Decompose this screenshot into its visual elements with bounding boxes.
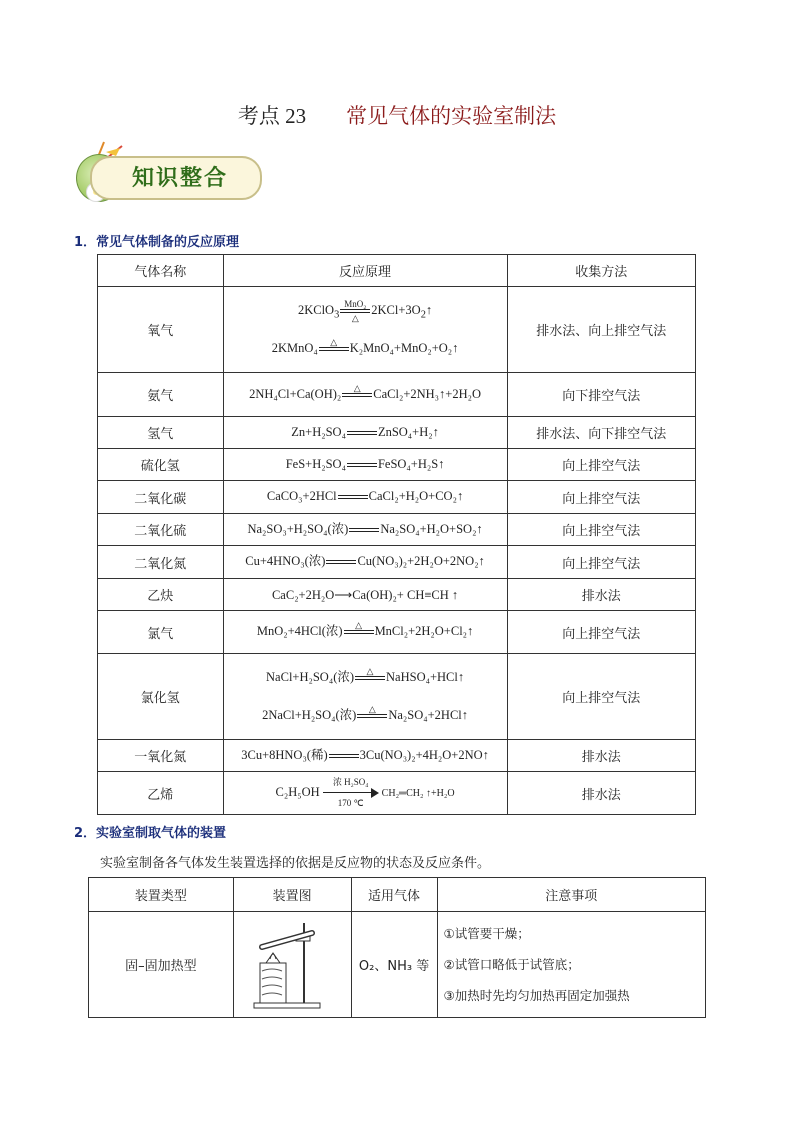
equals-mark [329, 744, 359, 768]
condition-mark: △ [319, 337, 349, 361]
table-row [98, 514, 696, 546]
gas-name: 氯化氢 [98, 654, 224, 740]
collect-method: 向下排空气法 [507, 373, 696, 417]
reaction-cell: 2NH₄Cl+Ca(OH)₂ △ CaCl₂+2NH₃↑+2H₂O [223, 373, 507, 417]
table-row [98, 654, 696, 740]
condition-arrow: 浓 H₂SO₄ 170 ℃ [323, 777, 379, 809]
table-row [89, 912, 706, 1018]
intro-text: 实验室制备各气体发生装置选择的依据是反应物的状态及反应条件。 [100, 856, 491, 871]
table-row [98, 287, 696, 373]
collect-method: 排水法 [507, 579, 696, 611]
table-header-row [98, 255, 696, 287]
applicable-gases: O₂、NH₃ 等 [351, 912, 437, 1018]
title-number: 考点 23 [237, 104, 307, 128]
header-notes: 注意事项 [437, 878, 706, 912]
header-diagram: 装置图 [233, 878, 351, 912]
header-gas: 气体名称 [98, 255, 224, 287]
gas-name: 乙烯 [98, 772, 224, 815]
table-row [98, 449, 696, 481]
gas-name: 氯气 [98, 611, 224, 654]
reaction-cell: Na₂SO₃+H₂SO₄(浓) Na₂SO₄+H₂O+SO₂↑ [223, 514, 507, 546]
equals-mark [338, 485, 368, 509]
gas-name: 二氧化硫 [98, 514, 224, 546]
gas-name: 一氧化氮 [98, 740, 224, 772]
header-type: 装置类型 [89, 878, 234, 912]
collect-method: 排水法 [507, 772, 696, 815]
note-item: ③加热时先均匀加热再固定加强热 [443, 988, 630, 1003]
arrow-mark: ⟶ [334, 587, 353, 602]
table-row [98, 579, 696, 611]
gas-name: 氨气 [98, 373, 224, 417]
page-title [0, 100, 794, 130]
collect-method: 向上排空气法 [507, 481, 696, 514]
title-name: 常见气体的实验室制法 [346, 104, 557, 128]
condition-mark: △ [357, 704, 387, 728]
note-item: ①试管要干燥； [443, 926, 530, 941]
header-method: 收集方法 [507, 255, 696, 287]
banner-label: 知识整合 [132, 166, 229, 191]
equals-mark [326, 550, 356, 574]
reaction-cell: NaCl+H₂SO₄(浓) △ NaHSO₄+HCl↑ 2NaCl+H₂SO₄(浓) △ Na₂SO₄+2HCl↑ [223, 654, 507, 740]
collect-method: 向上排空气法 [507, 654, 696, 740]
reaction-cell: 3Cu+8HNO₃(稀) 3Cu(NO₃)₂+4H₂O+2NO↑ [223, 740, 507, 772]
condition-mark: △ [355, 666, 385, 690]
reaction-table [97, 254, 696, 815]
gas-name: 硫化氢 [98, 449, 224, 481]
table-row [98, 481, 696, 514]
table-row [98, 611, 696, 654]
section-1-heading: 1．常见气体制备的反应原理 [74, 235, 240, 250]
table-row [98, 417, 696, 449]
collect-method: 排水法、向上排空气法 [507, 287, 696, 373]
collect-method: 向上排空气法 [507, 546, 696, 579]
heating-apparatus-icon [252, 919, 332, 1011]
table-header-row [89, 878, 706, 912]
collect-method: 向上排空气法 [507, 611, 696, 654]
collect-method: 向上排空气法 [507, 514, 696, 546]
gas-name: 乙炔 [98, 579, 224, 611]
notes-cell [437, 912, 706, 1018]
knowledge-banner [72, 140, 262, 212]
reaction-cell: FeS+H₂SO₄ FeSO₄+H₂S↑ [223, 449, 507, 481]
reaction-cell: CaCO₃+2HCl CaCl₂+H₂O+CO₂↑ [223, 481, 507, 514]
collect-method: 排水法、向下排空气法 [507, 417, 696, 449]
apparatus-diagram [233, 912, 351, 1018]
gas-name: 氧气 [98, 287, 224, 373]
table-row [98, 740, 696, 772]
section-2-heading: 2．实验室制取气体的装置 [74, 826, 227, 841]
gas-name: 氢气 [98, 417, 224, 449]
gas-name: 二氧化氮 [98, 546, 224, 579]
table-row [98, 772, 696, 815]
reaction-cell: MnO₂+4HCl(浓) △ MnCl₂+2H₂O+Cl₂↑ [223, 611, 507, 654]
condition-mark: △ [342, 383, 372, 407]
collect-method: 向上排空气法 [507, 449, 696, 481]
note-item: ②试管口略低于试管底； [443, 957, 580, 972]
condition-mark: MnO₂ △ [340, 299, 370, 323]
equals-mark [349, 518, 379, 542]
gas-name: 二氧化碳 [98, 481, 224, 514]
header-principle: 反应原理 [223, 255, 507, 287]
collect-method: 排水法 [507, 740, 696, 772]
reaction-cell: 2KClO$_3$ MnO₂ △ $2KCl+3O_2↑$ 2KMnO₄ △ K₂MnO₄+MnO₂+O₂↑ [223, 287, 507, 373]
condition-mark: △ [344, 620, 374, 644]
reaction-cell: Zn+H₂SO₄ ZnSO₄+H₂↑ [223, 417, 507, 449]
apparatus-table [88, 877, 706, 1018]
reaction-cell: Cu+4HNO₃(浓) Cu(NO₃)₂+2H₂O+2NO₂↑ [223, 546, 507, 579]
header-gases: 适用气体 [351, 878, 437, 912]
equals-mark [347, 421, 377, 445]
table-row [98, 546, 696, 579]
reaction-cell: CaC₂+2H₂O⟶Ca(OH)₂+ CH≡CH ↑ [223, 579, 507, 611]
reaction-cell: C₂H₅OH 浓 H₂SO₄ 170 ℃ CH₂═CH₂ ↑+H₂O [223, 772, 507, 815]
table-row [98, 373, 696, 417]
apparatus-type: 固–固加热型 [89, 912, 234, 1018]
equals-mark [347, 453, 377, 477]
